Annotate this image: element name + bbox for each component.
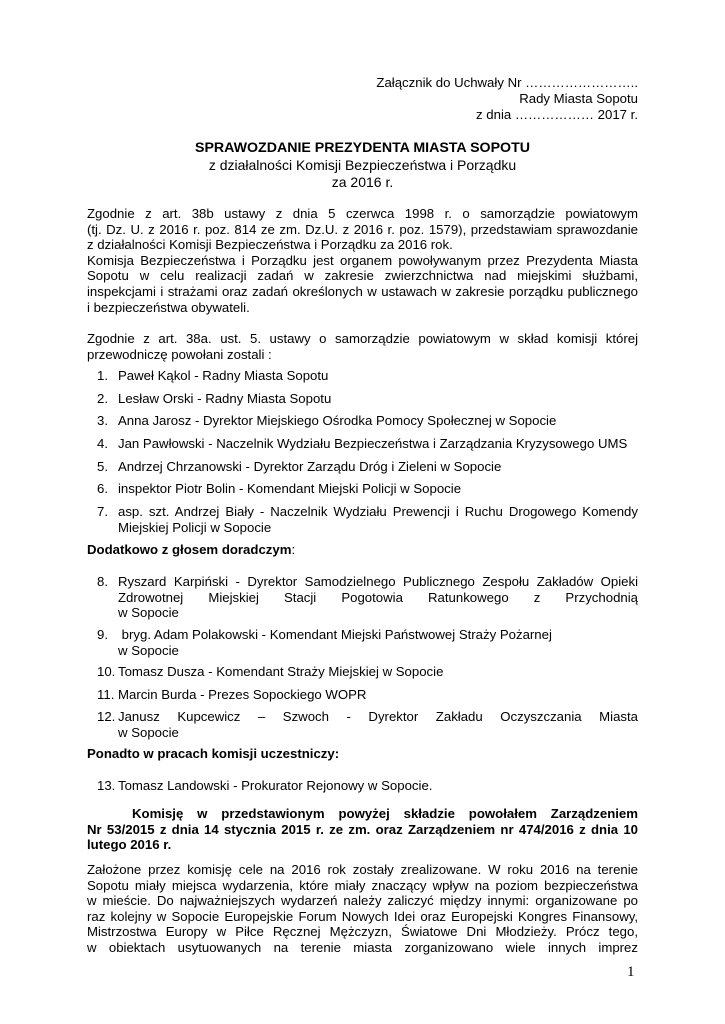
list-number: 2. — [97, 391, 108, 406]
list-text: Janusz Kupcewicz – Szwoch - Dyrektor Zakładu Oczyszczania Miasta — [118, 709, 638, 724]
appointment-line: lutego 2016 r. — [87, 837, 172, 853]
list-number: 7. — [97, 504, 108, 519]
list-text: Zdrowotnej Miejskiej Stacji Pogotowia Ratunkowego z Przychodnią — [118, 589, 638, 605]
list-text: asp. szt. Andrzej Biały - Naczelnik Wydziału Prewencji i Ruchu Drogowego Komendy — [118, 504, 638, 519]
list-text: Miejskiej Policji w Sopocie — [118, 519, 272, 535]
intro-line: Sopotu w celu realizacji zadań w zakresie zwierzchnictwa nad miejskimi służbami, — [87, 268, 638, 284]
page-number: 1 — [627, 964, 635, 980]
list-number: 9. — [97, 627, 108, 642]
list-text: w Sopocie — [118, 642, 179, 658]
list-number: 5. — [97, 459, 108, 474]
list-text: Jan Pawłowski - Naczelnik Wydziału Bezpieczeństwa i Zarządzania Kryzysowego UMS — [118, 436, 628, 451]
summary-paragraph — [87, 862, 638, 956]
list-text: Marcin Burda - Prezes Sopockiego WOPR — [118, 687, 367, 702]
list-number: 13. — [97, 778, 116, 793]
intro-line: Komisja Bezpieczeństwa i Porządku jest organem powoływanym przez Prezydenta Miasta — [87, 252, 638, 268]
advisory-heading-colon: : — [291, 542, 296, 557]
attachment-line-2: Rady Miasta Sopotu — [519, 91, 638, 106]
attachment-line-3: z dnia ……………… 2017 r. — [476, 107, 638, 122]
composition-line: Zgodnie z art. 38a. ust. 5. ustawy o samorządzie powiatowym w skład komisji której — [87, 331, 638, 346]
list-text: w Sopocie — [118, 605, 179, 621]
intro-line: Zgodnie z art. 38b ustawy z dnia 5 czerwca 1998 r. o samorządzie powiatowym — [87, 206, 638, 221]
participants-heading-text: Ponadto w pracach komisji uczestniczy: — [87, 746, 340, 761]
list-text: Lesław Orski - Radny Miasta Sopotu — [118, 391, 332, 406]
summary-line: Sopotu miały miejsca wydarzenia, które miały znaczący wpływ na poziom bezpieczeństwa — [87, 877, 638, 893]
composition-paragraph — [87, 331, 638, 362]
summary-line: Założone przez komisję cele na 2016 rok zostały zrealizowane. W roku 2016 na terenie — [87, 862, 638, 877]
advisory-heading-text: Dodatkowo z głosem doradczym — [87, 542, 292, 557]
advisory-heading — [87, 542, 638, 558]
list-text: Tomasz Dusza - Komendant Straży Miejskiej w Sopocie — [118, 664, 444, 679]
document-title: SPRAWOZDANIE PREZYDENTA MIASTA SOPOTU — [195, 140, 530, 156]
list-number: 4. — [97, 436, 108, 451]
intro-line: inspekcjami i strażami oraz zadań określonych w ustawach w zakresie porządku publicznego — [87, 283, 638, 299]
list-text: Anna Jarosz - Dyrektor Miejskiego Ośrodka Pomocy Społecznej w Sopocie — [118, 413, 557, 428]
summary-line: raz kolejny w Sopocie Europejskie Forum Nowych Idei oraz Europejski Kongres Finansowy, — [87, 908, 638, 924]
list-text: Paweł Kąkol - Radny Miasta Sopotu — [118, 368, 329, 383]
summary-line: w mieście. Do najważniejszych wydarzeń należy zaliczyć między innymi: organizowane po — [87, 893, 638, 909]
appointment-paragraph — [87, 806, 638, 853]
list-text: Tomasz Landowski - Prokurator Rejonowy w Sopocie. — [118, 778, 433, 793]
participants-heading — [87, 746, 638, 762]
intro-paragraph — [87, 206, 638, 315]
intro-line: i bezpieczeństwa obywateli. — [87, 299, 250, 315]
list-number: 1. — [97, 368, 108, 383]
attachment-line-1: Załącznik do Uchwały Nr …………………….. — [376, 75, 638, 90]
list-number: 6. — [97, 481, 108, 496]
composition-line: przewodniczę powołani zostali : — [87, 346, 272, 362]
document-subtitle: z działalności Komisji Bezpieczeństwa i Porządku — [208, 157, 517, 173]
list-number: 8. — [97, 574, 108, 589]
summary-line: Mistrzostwa Europy w Piłce Ręcznej Mężczyzn, Światowe Dni Młodzieży. Prócz tego, — [87, 924, 638, 940]
list-number: 10. — [97, 664, 116, 679]
list-number: 12. — [97, 709, 116, 724]
list-number: 3. — [97, 413, 108, 428]
list-text: inspektor Piotr Bolin - Komendant Miejski Policji w Sopocie — [118, 481, 462, 496]
document-year: za 2016 r. — [331, 174, 394, 190]
appointment-line: Nr 53/2015 z dnia 14 stycznia 2015 r. ze zm. oraz Zarządzeniem nr 474/2016 z dnia 10 — [87, 821, 638, 837]
intro-line: z działalności Komisji Bezpieczeństwa i Porządku za 2016 rok. — [87, 237, 453, 253]
summary-line: w obiektach usytuowanych na terenie miasta zorganizowano wiele innych imprez — [87, 939, 638, 955]
list-number: 11. — [97, 687, 115, 702]
appointment-line: Komisję w przedstawionym powyżej składzie powołałem Zarządzeniem — [132, 806, 638, 821]
list-text: Ryszard Karpiński - Dyrektor Samodzielnego Publicznego Zespołu Zakładów Opieki — [118, 574, 638, 589]
list-text: bryg. Adam Polakowski - Komendant Miejski Państwowej Straży Pożarnej — [118, 627, 552, 642]
intro-line: (tj. Dz. U. z 2016 r. poz. 814 ze zm. Dz.U. z 2016 r. poz. 1579), przedstawiam sprawozdanie — [87, 221, 638, 237]
list-text: Andrzej Chrzanowski - Dyrektor Zarządu Dróg i Zieleni w Sopocie — [118, 459, 502, 474]
list-text: w Sopocie — [118, 724, 179, 740]
